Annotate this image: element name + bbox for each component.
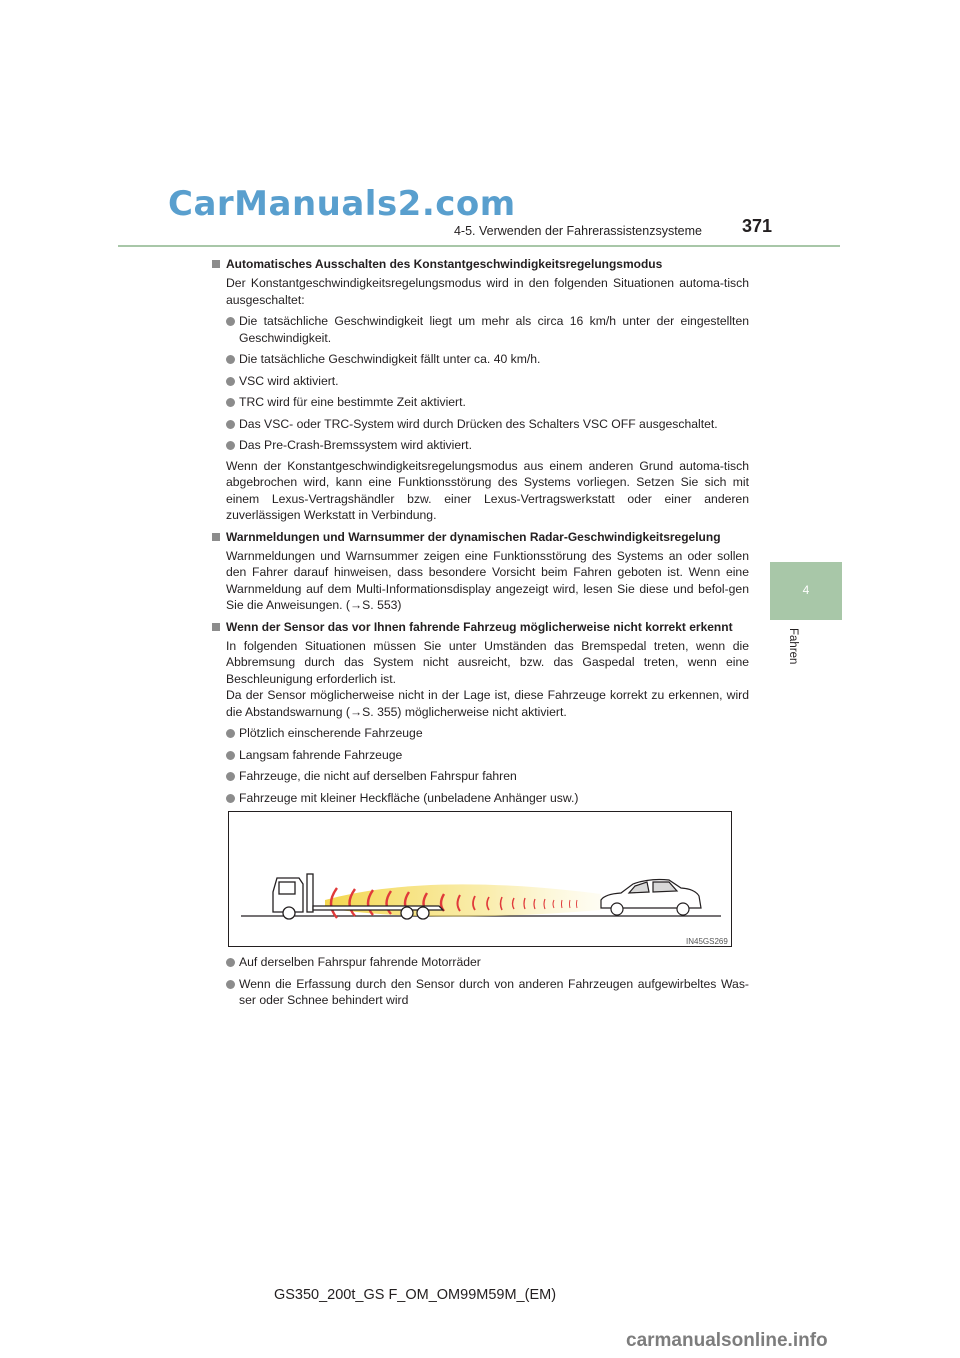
square-bullet-icon xyxy=(212,260,220,268)
square-bullet-icon xyxy=(212,533,220,541)
bullet-icon xyxy=(226,355,235,364)
list-item: Plötzlich einscherende Fahrzeuge xyxy=(211,725,749,742)
list-item: Das VSC- oder TRC-System wird durch Drücken des Schalters VSC OFF ausgeschaltet. xyxy=(211,416,749,433)
figure-code: IN45GS269 xyxy=(686,937,728,946)
paragraph: Warnmeldungen und Warnsummer zeigen eine Funktionsstörung des Systems an oder sollen den Fahrer darauf hinweisen, dass besondere Vorsicht beim Fahren geboten ist. Wenn eine Warnmeldung auf dem Multi-Informationsdisplay angezeigt wird, lesen Sie diese und befol-gen Sie die Anweisungen. (→S. 553) xyxy=(226,548,749,612)
bullet-icon xyxy=(226,377,235,386)
paragraph: Da der Sensor möglicherweise nicht in der Lage ist, diese Fahrzeuge korrekt zu erkennen, wird die Abstandswarnung (→S. 355) möglicherweise nicht aktiviert. xyxy=(226,688,749,719)
list-item: Langsam fahrende Fahrzeuge xyxy=(211,747,749,764)
page-content xyxy=(211,255,749,806)
bullet-icon xyxy=(226,420,235,429)
list-item: VSC wird aktiviert. xyxy=(211,373,749,390)
illustration-frame xyxy=(228,811,732,947)
paragraph: Der Konstantgeschwindigkeitsregelungsmodus wird in den folgenden Situationen automa-tisch ausgeschaltet: xyxy=(226,276,749,307)
section-heading: Automatisches Ausschalten des Konstantgeschwindigkeitsregelungsmodus xyxy=(211,255,749,273)
radar-illustration xyxy=(229,812,730,945)
list-item: Die tatsächliche Geschwindigkeit fällt unter ca. 40 km/h. xyxy=(211,351,749,368)
radar-beam xyxy=(325,884,601,916)
bullet-icon xyxy=(226,441,235,450)
page-number: 371 xyxy=(742,216,773,236)
list-item: Die tatsächliche Geschwindigkeit liegt um mehr als circa 16 km/h unter der eingestellten Geschwindigkeit. xyxy=(211,313,749,346)
bullet-icon xyxy=(226,317,235,326)
section-heading: Wenn der Sensor das vor Ihnen fahrende Fahrzeug möglicherweise nicht korrekt erkennt xyxy=(211,618,749,636)
list-item: Das Pre-Crash-Bremssystem wird aktiviert. xyxy=(211,437,749,454)
list-item: Wenn die Erfassung durch den Sensor durch von anderen Fahrzeugen aufgewirbeltes Was-ser oder Schnee behindert wird xyxy=(211,976,749,1009)
page-content-continued xyxy=(211,954,749,1009)
bullet-icon xyxy=(226,794,235,803)
section-heading: Warnmeldungen und Warnsummer der dynamischen Radar-Geschwindigkeitsregelung xyxy=(211,528,749,546)
watermark-bottom: carmanualsonline.info xyxy=(626,1330,828,1351)
watermark-logo: CarManuals2.com xyxy=(168,184,516,224)
paragraph: Wenn der Konstantgeschwindigkeitsregelungsmodus aus einem anderen Grund automa-tisch abgebrochen wird, kann eine Funktionsstörung des Systems vorliegen. Setzen Sie sich mit einem Lexus-Vertragshändler bzw. einer Lexus-Vertragswerkstatt oder einer anderen zuverlässigen Werkstatt in Verbindung. xyxy=(226,458,749,522)
list-item: Fahrzeuge mit kleiner Heckfläche (unbeladene Anhänger usw.) xyxy=(211,790,749,807)
bullet-icon xyxy=(226,729,235,738)
car-icon xyxy=(601,880,701,916)
square-bullet-icon xyxy=(212,623,220,631)
bullet-icon xyxy=(226,980,235,989)
chapter-number: 4 xyxy=(802,583,810,597)
list-item: Fahrzeuge, die nicht auf derselben Fahrspur fahren xyxy=(211,768,749,785)
bullet-icon xyxy=(226,751,235,760)
list-item: TRC wird für eine bestimmte Zeit aktiviert. xyxy=(211,394,749,411)
paragraph: In folgenden Situationen müssen Sie unter Umständen das Bremspedal treten, wenn die Abbremsung durch das System nicht ausreicht, bzw. das Gaspedal treten, wenn eine Beschleunigung erforderlich ist. xyxy=(226,638,749,686)
chapter-label: Fahren xyxy=(787,628,799,665)
bullet-icon xyxy=(226,398,235,407)
header-rule xyxy=(118,245,840,247)
bullet-icon xyxy=(226,958,235,967)
document-code: GS350_200t_GS F_OM_OM99M59M_(EM) xyxy=(273,1287,557,1303)
bullet-icon xyxy=(226,772,235,781)
section-title: 4-5. Verwenden der Fahrerassistenzsysteme xyxy=(453,224,702,238)
list-item: Auf derselben Fahrspur fahrende Motorräder xyxy=(211,954,749,971)
